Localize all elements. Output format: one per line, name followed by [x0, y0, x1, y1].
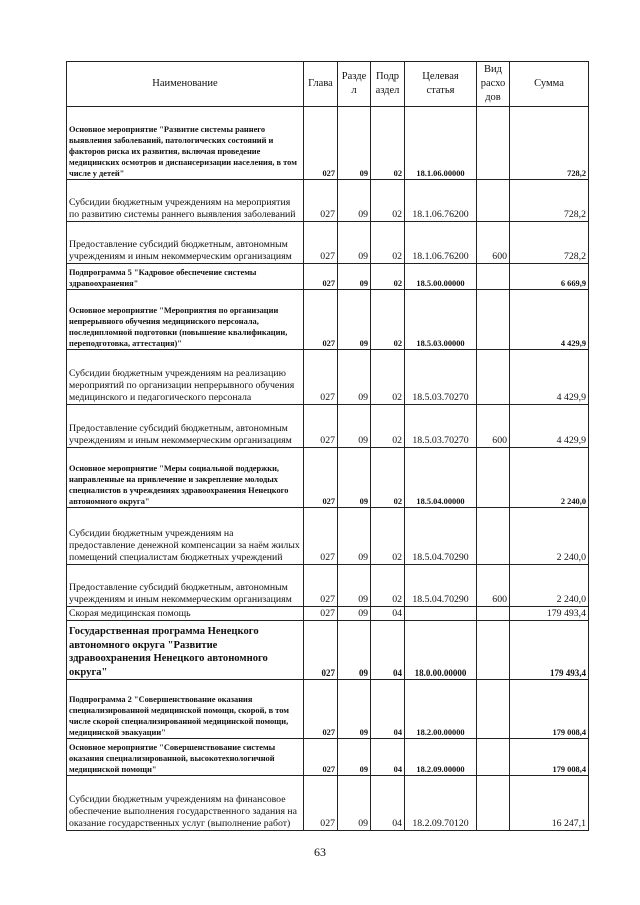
row-chapter: 027	[304, 107, 338, 180]
table-row	[67, 739, 589, 776]
row-subsection: 04	[371, 680, 405, 739]
table-row	[67, 180, 589, 222]
row-target: 18.1.06.76200	[405, 222, 477, 264]
row-chapter: 027	[304, 565, 338, 607]
table-row	[67, 565, 589, 607]
row-expense-type: 600	[477, 565, 510, 607]
table-row	[67, 607, 589, 621]
header-target: Целевая статья	[405, 62, 477, 107]
row-name: Основное мероприятие "Меры социальной поддержки, направленные на привлечение и закрепление молодых специалистов в учреждениях здравоохранения Ненецкого автономного округа"	[67, 448, 304, 508]
row-section: 09	[338, 739, 371, 776]
row-name: Подпрограмма 5 "Кадровое обеспечение системы здравоохранения"	[67, 264, 304, 290]
row-sum: 2 240,0	[510, 565, 589, 607]
header-chapter: Глава	[304, 62, 338, 107]
header-row	[67, 62, 589, 107]
row-subsection: 02	[371, 405, 405, 448]
row-sum: 179 008,4	[510, 680, 589, 739]
row-section: 09	[338, 107, 371, 180]
row-section: 09	[338, 565, 371, 607]
row-target: 18.5.04.00000	[405, 448, 477, 508]
row-expense-type	[477, 448, 510, 508]
row-subsection: 04	[371, 607, 405, 621]
row-chapter: 027	[304, 264, 338, 290]
row-expense-type	[477, 680, 510, 739]
row-chapter: 027	[304, 180, 338, 222]
budget-table	[66, 61, 589, 831]
row-subsection: 02	[371, 448, 405, 508]
row-target: 18.1.06.76200	[405, 180, 477, 222]
row-chapter: 027	[304, 448, 338, 508]
row-subsection: 02	[371, 290, 405, 350]
row-chapter: 027	[304, 508, 338, 565]
row-chapter: 027	[304, 680, 338, 739]
row-chapter: 027	[304, 739, 338, 776]
table-row	[67, 290, 589, 350]
row-sum: 2 240,0	[510, 508, 589, 565]
row-section: 09	[338, 264, 371, 290]
row-subsection: 04	[371, 776, 405, 831]
row-name: Государственная программа Ненецкого автономного округа "Развитие здравоохранения Ненецкого автономного округа"	[67, 621, 304, 680]
table-row	[67, 107, 589, 180]
row-chapter: 027	[304, 222, 338, 264]
row-subsection: 04	[371, 739, 405, 776]
row-name: Предоставление субсидий бюджетным, автономным учреждениям и иным некоммерческим организациям	[67, 222, 304, 264]
row-target: 18.1.06.00000	[405, 107, 477, 180]
header-expense-type: Вид расхо дов	[477, 62, 510, 107]
row-subsection: 04	[371, 621, 405, 680]
row-section: 09	[338, 607, 371, 621]
row-section: 09	[338, 222, 371, 264]
row-sum: 4 429,9	[510, 405, 589, 448]
row-chapter: 027	[304, 290, 338, 350]
row-name: Основное мероприятие "Развитие системы раннего выявления заболеваний, патологических состояний и факторов риска их развития, включая проведение медицинских осмотров и диспансеризации населения, в том числе у детей"	[67, 107, 304, 180]
table-row	[67, 621, 589, 680]
row-subsection: 02	[371, 107, 405, 180]
row-expense-type	[477, 621, 510, 680]
row-name: Предоставление субсидий бюджетным, автономным учреждениям и иным некоммерческим организациям	[67, 565, 304, 607]
table-row	[67, 448, 589, 508]
row-sum: 728,2	[510, 180, 589, 222]
table-row	[67, 222, 589, 264]
header-name: Наименование	[67, 62, 304, 107]
row-target	[405, 607, 477, 621]
header-subsection: Подр аздел	[371, 62, 405, 107]
row-expense-type	[477, 290, 510, 350]
row-target: 18.5.03.70270	[405, 405, 477, 448]
row-section: 09	[338, 508, 371, 565]
row-section: 09	[338, 448, 371, 508]
table-row	[67, 680, 589, 739]
row-target: 18.5.00.00000	[405, 264, 477, 290]
row-chapter: 027	[304, 621, 338, 680]
row-expense-type	[477, 350, 510, 405]
row-sum: 179 493,4	[510, 621, 589, 680]
row-name: Предоставление субсидий бюджетным, автономным учреждениям и иным некоммерческим организациям	[67, 405, 304, 448]
row-name: Основное мероприятие "Совершенствование системы оказания специализированной, высокотехнологичной медицинской помощи"	[67, 739, 304, 776]
row-name: Скорая медицинская помощь	[67, 607, 304, 621]
row-expense-type	[477, 264, 510, 290]
row-target: 18.2.09.70120	[405, 776, 477, 831]
row-subsection: 02	[371, 264, 405, 290]
row-sum: 728,2	[510, 107, 589, 180]
row-name: Основное мероприятие "Мероприятия по организации непрерывного обучения медицинского персонала, последипломной подготовки (повышение квалификации, переподготовка, аттестация)"	[67, 290, 304, 350]
row-section: 09	[338, 350, 371, 405]
row-name: Субсидии бюджетным учреждениям на реализацию мероприятий по организации непрерывного обучения медицинского и педагогического персонала	[67, 350, 304, 405]
row-expense-type	[477, 107, 510, 180]
row-expense-type: 600	[477, 405, 510, 448]
row-name: Субсидии бюджетным учреждениям на финансовое обеспечение выполнения государственного задания на оказание государственных услуг (выполнение работ)	[67, 776, 304, 831]
row-section: 09	[338, 621, 371, 680]
row-section: 09	[338, 290, 371, 350]
row-expense-type	[477, 776, 510, 831]
row-target: 18.5.03.70270	[405, 350, 477, 405]
row-expense-type	[477, 739, 510, 776]
header-section: Разде л	[338, 62, 371, 107]
row-target: 18.0.00.00000	[405, 621, 477, 680]
row-sum: 4 429,9	[510, 290, 589, 350]
row-section: 09	[338, 180, 371, 222]
row-target: 18.2.00.00000	[405, 680, 477, 739]
row-section: 09	[338, 680, 371, 739]
row-name: Субсидии бюджетным учреждениям на предоставление денежной компенсации за наём жилых помещений специалистам бюджетных учреждений	[67, 508, 304, 565]
row-target: 18.5.04.70290	[405, 508, 477, 565]
row-sum: 4 429,9	[510, 350, 589, 405]
row-expense-type	[477, 607, 510, 621]
row-target: 18.5.04.70290	[405, 565, 477, 607]
page-number: 63	[314, 845, 326, 859]
row-sum: 179 008,4	[510, 739, 589, 776]
table-row	[67, 776, 589, 831]
table-row	[67, 405, 589, 448]
row-subsection: 02	[371, 565, 405, 607]
row-name: Подпрограмма 2 "Совершенствование оказания специализированной медицинской помощи, скорой, в том числе скорой специализированной медицинской помощи, медицинской эвакуации"	[67, 680, 304, 739]
row-section: 09	[338, 776, 371, 831]
row-sum: 6 669,9	[510, 264, 589, 290]
table-row	[67, 508, 589, 565]
row-chapter: 027	[304, 607, 338, 621]
row-section: 09	[338, 405, 371, 448]
row-subsection: 02	[371, 222, 405, 264]
table-row	[67, 350, 589, 405]
row-subsection: 02	[371, 350, 405, 405]
row-target: 18.5.03.00000	[405, 290, 477, 350]
row-subsection: 02	[371, 508, 405, 565]
row-expense-type	[477, 180, 510, 222]
row-sum: 2 240,0	[510, 448, 589, 508]
row-subsection: 02	[371, 180, 405, 222]
row-chapter: 027	[304, 776, 338, 831]
row-expense-type: 600	[477, 222, 510, 264]
row-chapter: 027	[304, 405, 338, 448]
row-expense-type	[477, 508, 510, 565]
row-chapter: 027	[304, 350, 338, 405]
row-sum: 728,2	[510, 222, 589, 264]
row-target: 18.2.09.00000	[405, 739, 477, 776]
row-sum: 16 247,1	[510, 776, 589, 831]
row-name: Субсидии бюджетным учреждениям на мероприятия по развитию системы раннего выявления заболеваний	[67, 180, 304, 222]
table-row	[67, 264, 589, 290]
row-sum: 179 493,4	[510, 607, 589, 621]
header-sum: Сумма	[510, 62, 589, 107]
